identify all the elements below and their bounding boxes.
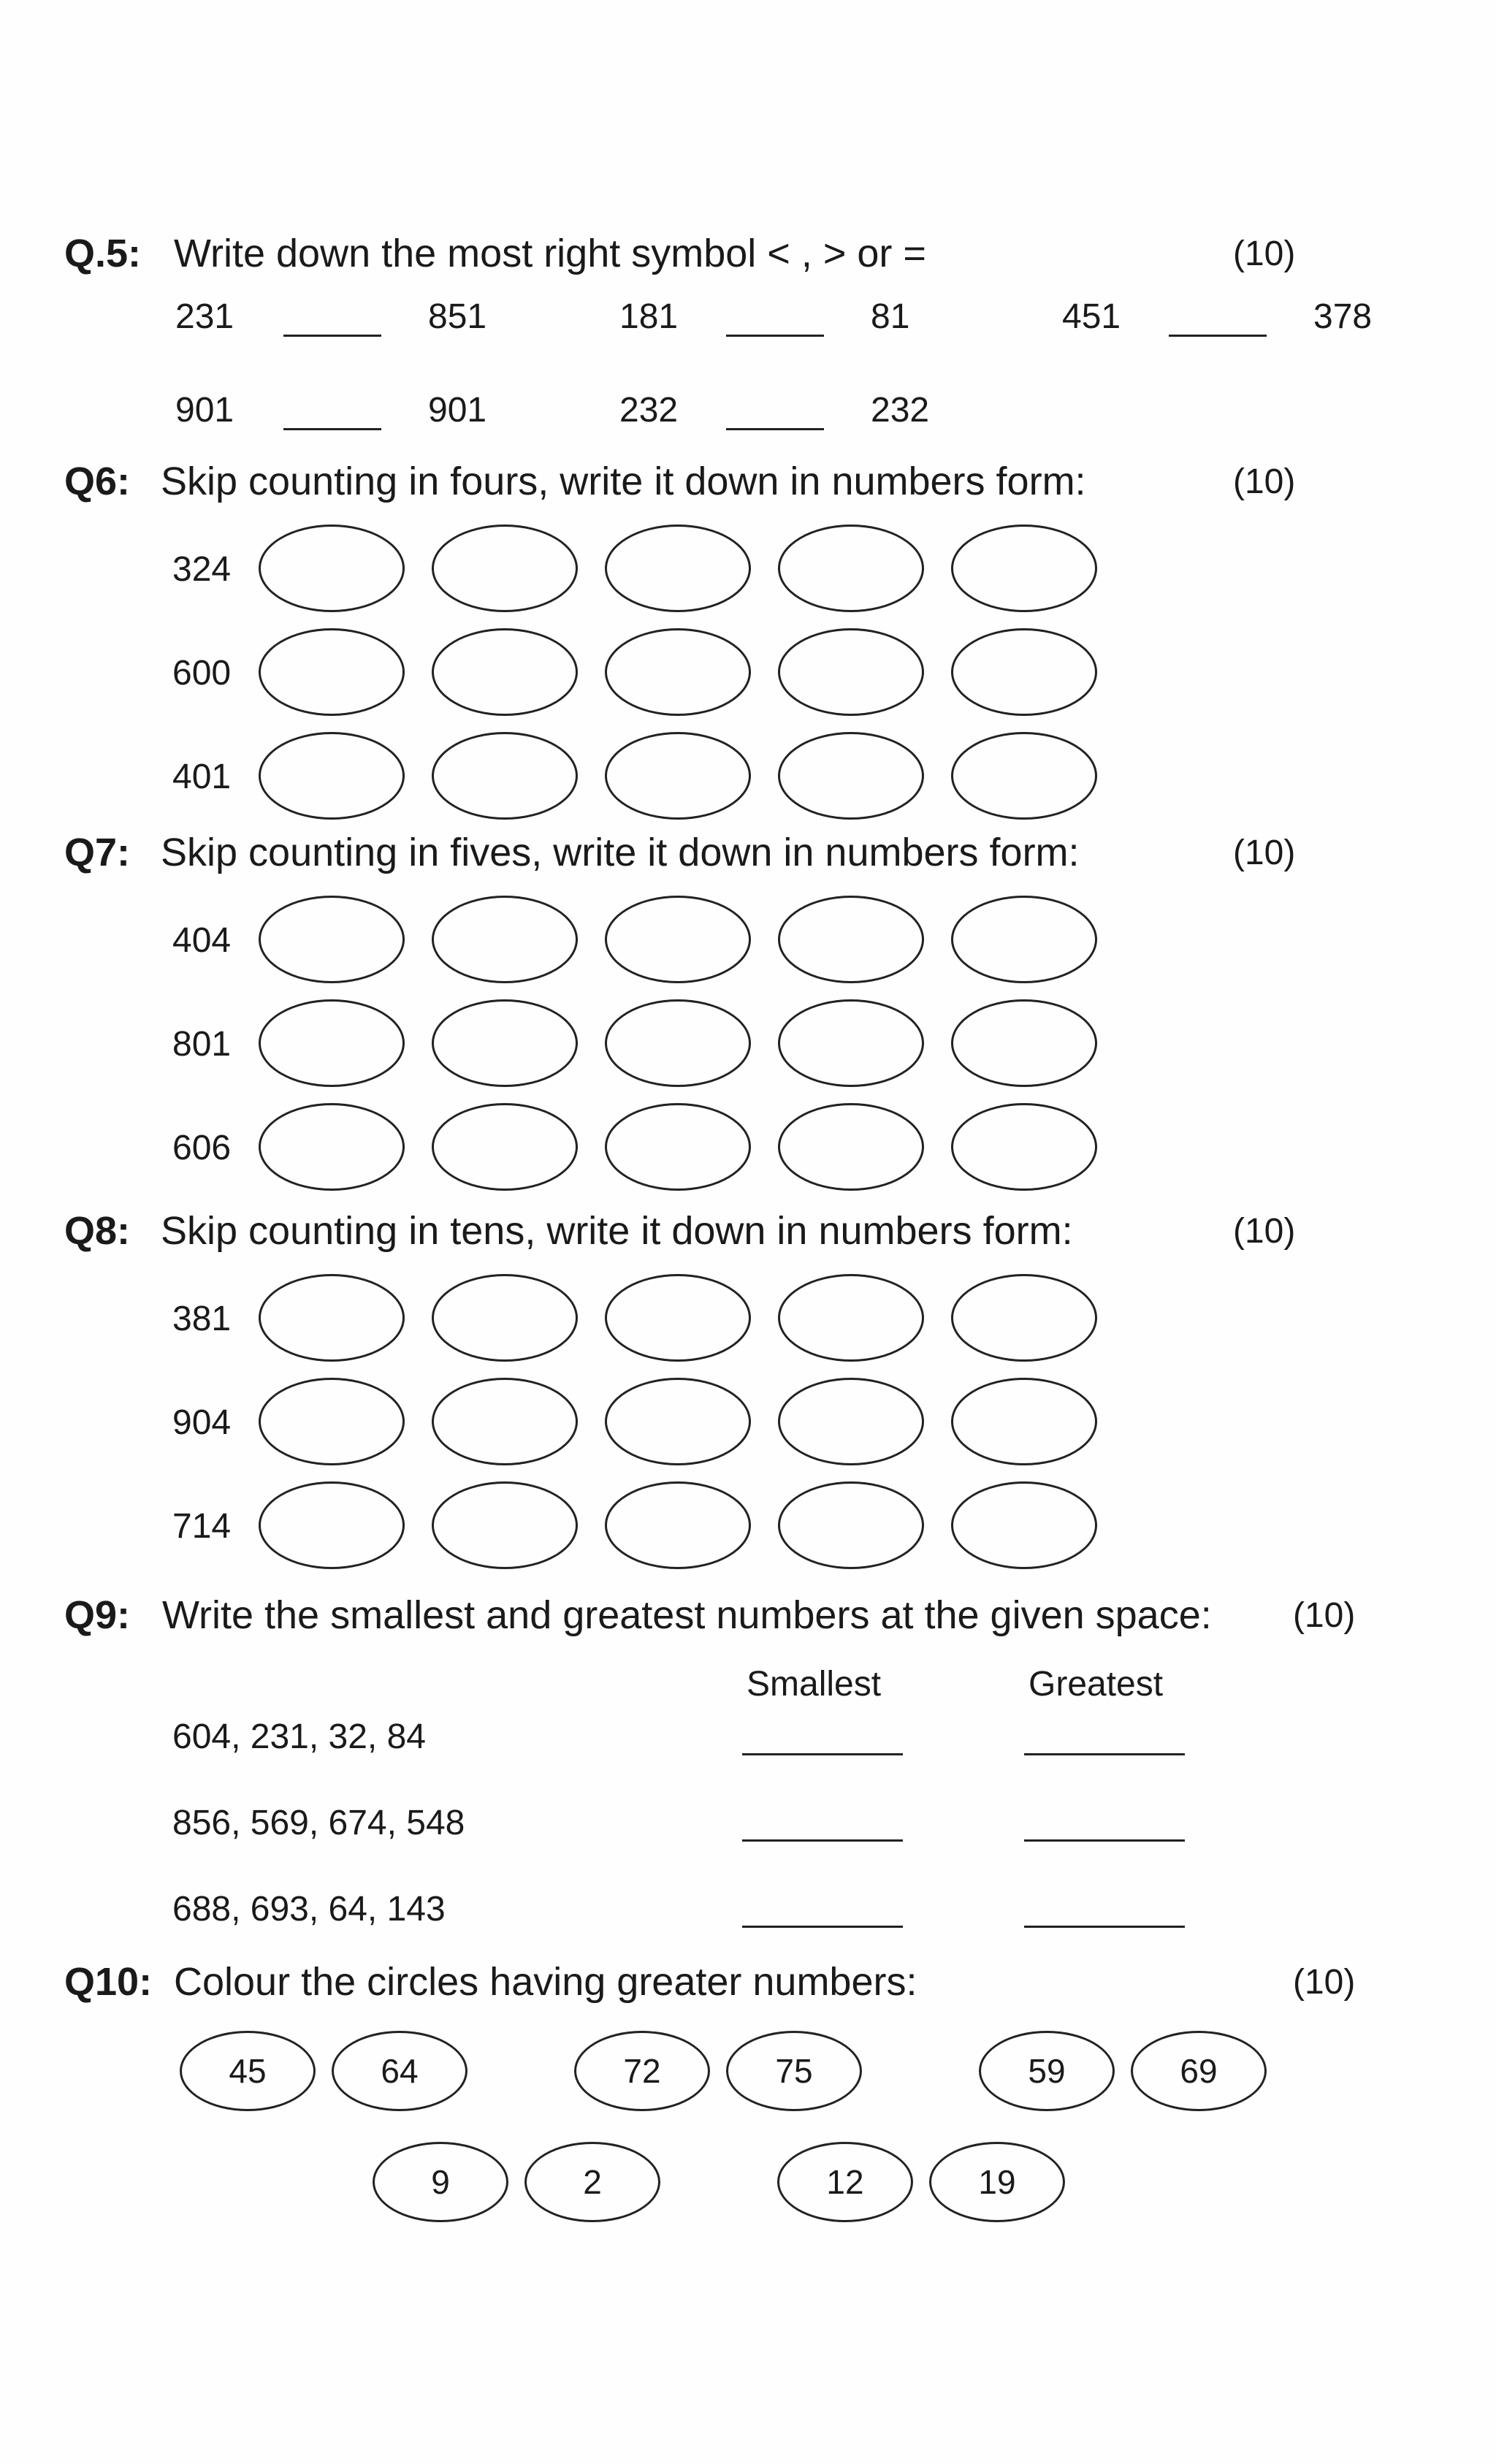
q5-label: Q.5: <box>64 232 142 275</box>
answer-oval[interactable] <box>605 1274 751 1362</box>
smallest-answer-blank[interactable] <box>742 1753 903 1755</box>
number-circle[interactable]: 72 <box>574 2031 710 2111</box>
q5-row1-num: 451 <box>1062 297 1121 336</box>
number-circle[interactable]: 45 <box>180 2031 316 2111</box>
q5-row1-num: 851 <box>428 297 487 336</box>
q5-row1-num: 378 <box>1313 297 1373 336</box>
answer-oval[interactable] <box>605 1481 751 1569</box>
answer-oval[interactable] <box>605 999 751 1087</box>
q8-start-number: 714 <box>172 1507 232 1546</box>
number-circle[interactable]: 19 <box>929 2142 1065 2222</box>
q6-instruction: Skip counting in fours, write it down in numbers form: <box>161 459 1086 503</box>
q8-label: Q8: <box>64 1209 131 1253</box>
answer-oval[interactable] <box>778 628 924 716</box>
q10-label: Q10: <box>64 1960 153 2004</box>
answer-oval[interactable] <box>259 896 405 983</box>
answer-oval[interactable] <box>259 1378 405 1465</box>
answer-oval[interactable] <box>951 1103 1097 1191</box>
q7-marks: (10) <box>1233 834 1296 872</box>
number-circle[interactable]: 69 <box>1131 2031 1267 2111</box>
q6-start-number: 600 <box>172 654 232 693</box>
answer-oval[interactable] <box>259 1481 405 1569</box>
q8-marks: (10) <box>1233 1212 1296 1251</box>
q9-marks: (10) <box>1293 1596 1356 1635</box>
q5-row2-num: 232 <box>619 391 679 430</box>
q5-answer-blank[interactable] <box>283 335 381 337</box>
answer-oval[interactable] <box>259 628 405 716</box>
q6-start-number: 324 <box>172 550 232 589</box>
q5-marks: (10) <box>1233 234 1296 273</box>
q9-number-set: 604, 231, 32, 84 <box>172 1717 426 1756</box>
q9-number-set: 688, 693, 64, 143 <box>172 1890 446 1929</box>
answer-oval[interactable] <box>605 1378 751 1465</box>
answer-oval[interactable] <box>951 1378 1097 1465</box>
q7-start-number: 801 <box>172 1025 232 1064</box>
answer-oval[interactable] <box>432 525 578 612</box>
number-circle[interactable]: 75 <box>726 2031 862 2111</box>
answer-oval[interactable] <box>951 999 1097 1087</box>
number-circle[interactable]: 59 <box>979 2031 1115 2111</box>
greatest-answer-blank[interactable] <box>1024 1753 1185 1755</box>
answer-oval[interactable] <box>778 1103 924 1191</box>
q9-label: Q9: <box>64 1593 131 1637</box>
number-circle[interactable]: 12 <box>777 2142 913 2222</box>
answer-oval[interactable] <box>951 732 1097 820</box>
answer-oval[interactable] <box>259 732 405 820</box>
answer-oval[interactable] <box>259 1103 405 1191</box>
answer-oval[interactable] <box>605 628 751 716</box>
answer-oval[interactable] <box>605 896 751 983</box>
number-circle[interactable]: 9 <box>373 2142 508 2222</box>
answer-oval[interactable] <box>432 896 578 983</box>
answer-oval[interactable] <box>778 1274 924 1362</box>
q6-start-number: 401 <box>172 758 232 796</box>
answer-oval[interactable] <box>605 525 751 612</box>
answer-oval[interactable] <box>778 1378 924 1465</box>
q8-start-number: 381 <box>172 1300 232 1338</box>
q9-instruction: Write the smallest and greatest numbers at the given space: <box>162 1593 1212 1637</box>
answer-oval[interactable] <box>432 1378 578 1465</box>
q5-row2-num: 901 <box>175 391 234 430</box>
q5-answer-blank[interactable] <box>726 428 824 430</box>
q5-answer-blank[interactable] <box>283 428 381 430</box>
q8-instruction: Skip counting in tens, write it down in numbers form: <box>161 1209 1073 1253</box>
q5-row1-num: 181 <box>619 297 679 336</box>
q7-start-number: 404 <box>172 921 232 960</box>
answer-oval[interactable] <box>778 999 924 1087</box>
answer-oval[interactable] <box>432 1274 578 1362</box>
answer-oval[interactable] <box>778 525 924 612</box>
answer-oval[interactable] <box>605 732 751 820</box>
number-circle[interactable]: 2 <box>524 2142 660 2222</box>
answer-oval[interactable] <box>951 1481 1097 1569</box>
answer-oval[interactable] <box>432 1103 578 1191</box>
greatest-answer-blank[interactable] <box>1024 1839 1185 1842</box>
q5-answer-blank[interactable] <box>726 335 824 337</box>
q5-row1-num: 81 <box>871 297 910 336</box>
q6-label: Q6: <box>64 459 131 503</box>
q5-answer-blank[interactable] <box>1169 335 1267 337</box>
number-circle[interactable]: 64 <box>332 2031 468 2111</box>
answer-oval[interactable] <box>778 1481 924 1569</box>
answer-oval[interactable] <box>259 999 405 1087</box>
q5-instruction: Write down the most right symbol < , > or = <box>174 232 926 275</box>
answer-oval[interactable] <box>951 525 1097 612</box>
answer-oval[interactable] <box>778 732 924 820</box>
q7-start-number: 606 <box>172 1129 232 1167</box>
q10-marks: (10) <box>1293 1963 1356 2002</box>
answer-oval[interactable] <box>259 1274 405 1362</box>
answer-oval[interactable] <box>432 999 578 1087</box>
q6-marks: (10) <box>1233 462 1296 501</box>
q5-row1-num: 231 <box>175 297 234 336</box>
q8-start-number: 904 <box>172 1403 232 1442</box>
greatest-answer-blank[interactable] <box>1024 1926 1185 1928</box>
q10-instruction: Colour the circles having greater numbers: <box>174 1960 917 2004</box>
answer-oval[interactable] <box>605 1103 751 1191</box>
smallest-answer-blank[interactable] <box>742 1926 903 1928</box>
answer-oval[interactable] <box>951 896 1097 983</box>
smallest-answer-blank[interactable] <box>742 1839 903 1842</box>
answer-oval[interactable] <box>778 896 924 983</box>
answer-oval[interactable] <box>432 732 578 820</box>
smallest-column-header: Smallest <box>747 1665 882 1704</box>
answer-oval[interactable] <box>259 525 405 612</box>
q5-row2-num: 232 <box>871 391 930 430</box>
q7-label: Q7: <box>64 831 131 874</box>
answer-oval[interactable] <box>951 1274 1097 1362</box>
answer-oval[interactable] <box>951 628 1097 716</box>
q5-row2-num: 901 <box>428 391 487 430</box>
q7-instruction: Skip counting in fives, write it down in numbers form: <box>161 831 1080 874</box>
answer-oval[interactable] <box>432 628 578 716</box>
greatest-column-header: Greatest <box>1028 1665 1164 1704</box>
q9-number-set: 856, 569, 674, 548 <box>172 1804 465 1842</box>
answer-oval[interactable] <box>432 1481 578 1569</box>
